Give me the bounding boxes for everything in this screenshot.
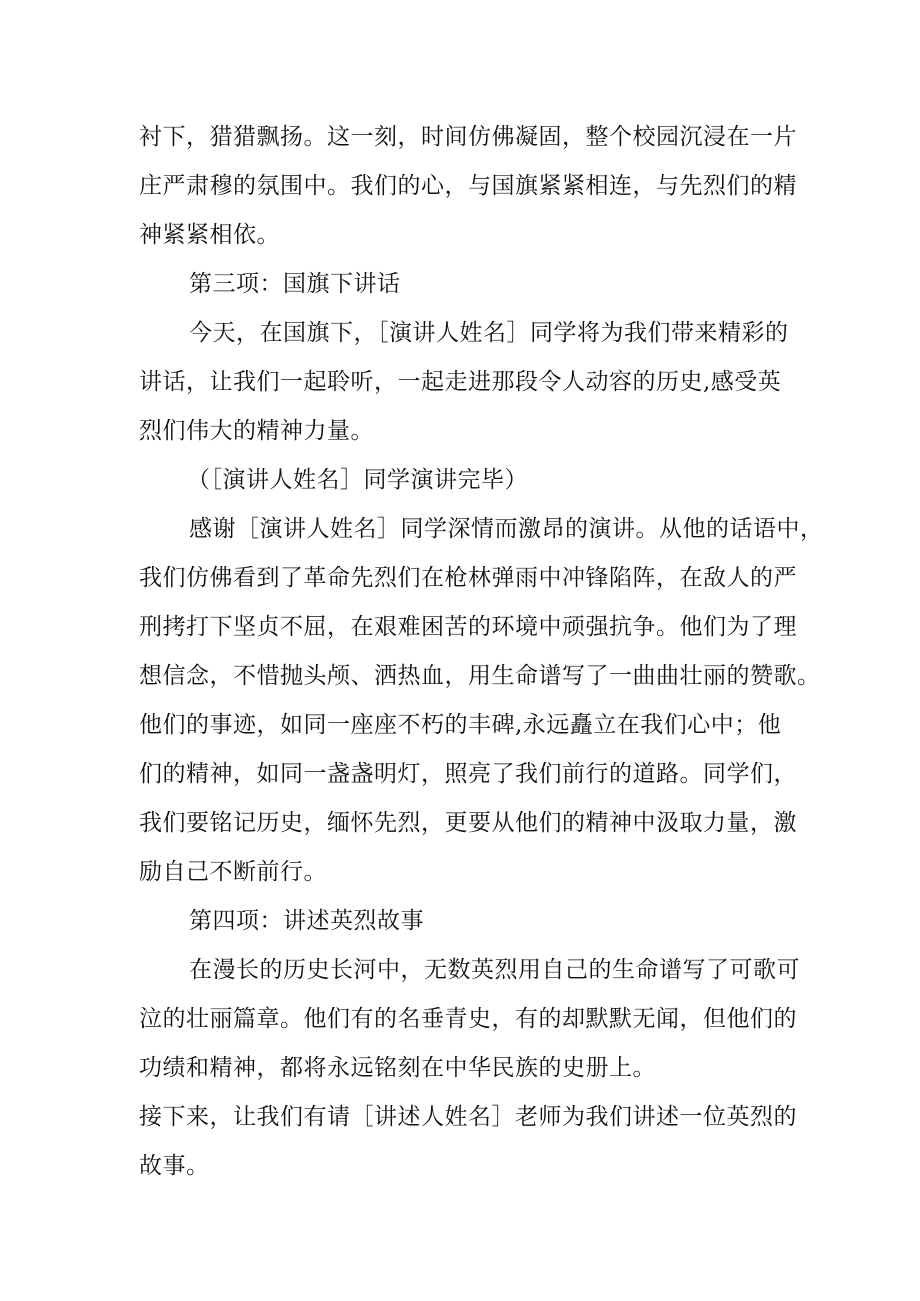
text-line: 衬下，猎猎飘扬。这一刻，时间仿佛凝固，整个校园沉浸在一片 bbox=[139, 124, 797, 150]
text-line: 我们仿佛看到了革命先烈们在枪林弹雨中冲锋陷阵，在敌人的严 bbox=[139, 565, 797, 591]
text-line: 我们要铭记历史，缅怀先烈，更要从他们的精神中汲取力量，激 bbox=[139, 810, 797, 836]
text-line: 今天，在国旗下，［演讲人姓名］同学将为我们带来精彩的 bbox=[189, 320, 789, 346]
text-line: 故事。 bbox=[139, 1153, 210, 1179]
text-line: 庄严肃穆的氛围中。我们的心，与国旗紧紧相连，与先烈们的精 bbox=[139, 173, 797, 199]
section-heading: 第三项：国旗下讲话 bbox=[189, 271, 401, 297]
text-line: 讲话，让我们一起聆听，一起走进那段令人动容的历史,感受英 bbox=[139, 369, 782, 395]
text-line: 泣的壮丽篇章。他们有的名垂青史，有的却默默无闻，但他们的 bbox=[139, 1006, 797, 1032]
text-line: 们的精神，如同一盏盏明灯，照亮了我们前行的道路。同学们， bbox=[139, 761, 797, 787]
stage-note: （［演讲人姓名］同学演讲完毕） bbox=[187, 467, 528, 493]
text-line: 在漫长的历史长河中，无数英烈用自己的生命谱写了可歌可 bbox=[189, 957, 800, 983]
text-line: 他们的事迹，如同一座座不朽的丰碑,永远矗立在我们心中；他 bbox=[139, 712, 782, 738]
text-line: 烈们伟大的精神力量。 bbox=[139, 418, 374, 444]
document-body bbox=[139, 113, 824, 1191]
text-line: 感谢［演讲人姓名］同学深情而激昂的演讲。从他的话语中， bbox=[189, 516, 824, 542]
text-line: 想信念，不惜抛头颅、洒热血，用生命谱写了一曲曲壮丽的赞歌。 bbox=[139, 663, 821, 689]
text-line: 神紧紧相依。 bbox=[139, 222, 280, 248]
text-line: 刑拷打下坚贞不屈，在艰难困苦的环境中顽强抗争。他们为了理 bbox=[139, 614, 797, 640]
section-heading: 第四项：讲述英烈故事 bbox=[189, 908, 424, 934]
text-line: 励自己不断前行。 bbox=[139, 859, 327, 885]
text-line: 接下来，让我们有请［讲述人姓名］老师为我们讲述一位英烈的 bbox=[139, 1104, 797, 1130]
text-line: 功绩和精神，都将永远铭刻在中华民族的史册上。 bbox=[139, 1055, 656, 1081]
